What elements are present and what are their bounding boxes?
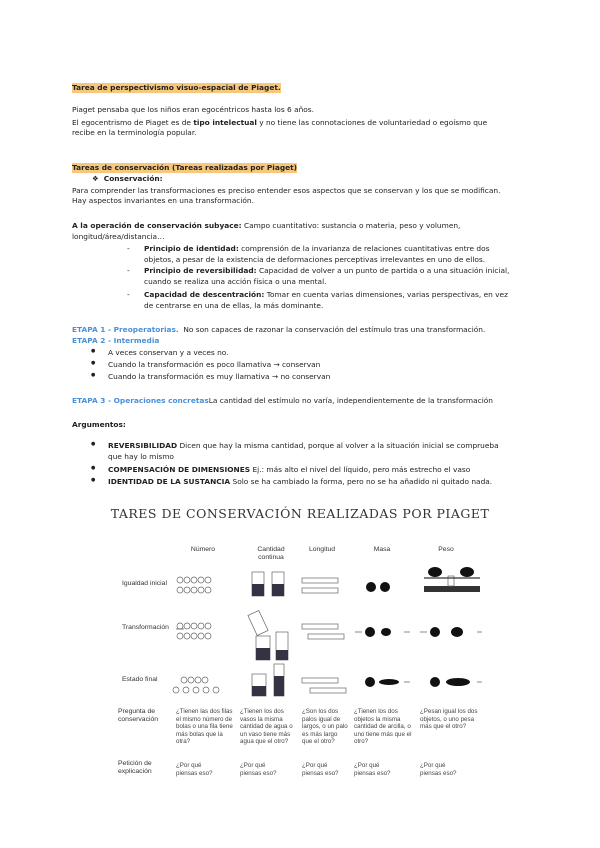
paragraph-egocentrismo: El egocentrismo de Piaget es de tipo intelectual y no tiene las connotaciones de voluntariedad o egoísmo que bbox=[72, 118, 488, 127]
dash-bullet-icon: - bbox=[127, 266, 130, 275]
subheading-conservacion: ❖ Conservación: bbox=[92, 174, 163, 183]
dash-bullet-icon: - bbox=[127, 290, 130, 299]
dot-bullet-icon: ● bbox=[91, 372, 96, 378]
column-longitud: Longitud bbox=[308, 546, 336, 553]
principle-descentracion: Capacidad de descentración: Tomar en cuenta varias dimensiones, varias perspectivas, en vez bbox=[144, 290, 508, 299]
principle-reversibilidad-cont: cuando se realiza una acción física o una mental. bbox=[144, 277, 327, 286]
paragraph-invariantes: Hay aspectos invariantes en una transformación. bbox=[72, 196, 254, 205]
liquid-glasses-initial bbox=[252, 572, 284, 596]
heading-conservacion: Tareas de conservación (Tareas realizadas por Piaget) bbox=[72, 163, 298, 172]
principle-identidad: Principio de identidad: comprensión de la invarianza de relaciones cuantitativas entre dos bbox=[144, 244, 490, 253]
why-masa: ¿Por qué piensas eso? bbox=[354, 762, 391, 777]
sticks-final bbox=[302, 678, 346, 693]
etapa-2: ETAPA 2 - Intermedia bbox=[72, 336, 160, 345]
paragraph-operacion: A la operación de conservación subyace: Campo cuantitativo: sustancia o materia, peso y volumen, bbox=[72, 221, 461, 230]
question-numero: ¿Tienen las dos filas el mismo número de bolas o una fila tiene más bolas que la otra? bbox=[176, 708, 233, 746]
diamond-bullet-icon: ❖ bbox=[92, 174, 99, 183]
column-masa: Masa bbox=[373, 546, 391, 553]
principle-reversibilidad: Principio de reversibilidad: Capacidad de volver a un punto de partida o a una situación inicial, bbox=[144, 266, 510, 275]
argumentos-heading: Argumentos: bbox=[72, 420, 126, 429]
row-estado-final: Estado final bbox=[122, 676, 158, 683]
dot-bullet-icon: ● bbox=[91, 465, 96, 471]
dash-bullet-icon: - bbox=[127, 244, 130, 253]
paragraph-operacion-cont: longitud/área/distancia… bbox=[72, 232, 165, 241]
number-counters-final bbox=[173, 677, 219, 693]
liquid-glasses-final bbox=[252, 664, 284, 696]
column-peso: Peso bbox=[438, 546, 454, 553]
paragraph-egocentrismo-cont: recibe en la terminología popular. bbox=[72, 128, 197, 137]
column-cantidad: Cantidad continua bbox=[257, 546, 285, 561]
figure-title: TARES DE CONSERVACIÓN REALIZADAS POR PIAGET bbox=[110, 506, 490, 521]
paragraph-egocentric: Piaget pensaba que los niños eran egocéntricos hasta los 6 años. bbox=[72, 105, 314, 114]
etapa-2-item: A veces conservan y a veces no. bbox=[108, 348, 229, 357]
dot-bullet-icon: ● bbox=[91, 348, 96, 354]
etapa-2-item: Cuando la transformación es muy llamativa → no conservan bbox=[108, 372, 331, 381]
balance-scale-icon bbox=[424, 567, 480, 592]
dot-bullet-icon: ● bbox=[91, 477, 96, 483]
row-transformacion: Transformación bbox=[122, 624, 169, 631]
number-counters-transform bbox=[177, 623, 211, 639]
dot-bullet-icon: ● bbox=[91, 441, 96, 447]
question-longitud: ¿Son los dos palos igual de largos, o un palo es más largo que el otro? bbox=[302, 708, 348, 746]
sticks-initial bbox=[302, 578, 338, 593]
argument-reversibilidad-cont: que hay lo mismo bbox=[108, 452, 174, 461]
etapa-2-item: Cuando la transformación es poco llamativa → conservan bbox=[108, 360, 321, 369]
dot-bullet-icon: ● bbox=[91, 360, 96, 366]
row-peticion: Petición de explicación bbox=[118, 760, 152, 775]
why-longitud: ¿Por qué piensas eso? bbox=[302, 762, 339, 777]
paragraph-transformaciones: Para comprender las transformaciones es preciso entender esos aspectos que se conservan y los que se modifican. bbox=[72, 186, 501, 195]
argument-reversibilidad: REVERSIBILIDAD Dicen que hay la misma cantidad, porque al volver a la situación inicial se comprueba bbox=[108, 441, 499, 450]
liquid-glasses-pouring bbox=[248, 610, 288, 660]
number-counters-initial bbox=[177, 577, 211, 593]
why-numero: ¿Por qué piensas eso? bbox=[176, 762, 213, 777]
principle-descentracion-cont: de centrarse en una de ellas, la más dominante. bbox=[144, 301, 324, 310]
principle-identidad-cont: objetos, a pesar de la existencia de deformaciones perceptivas irrelevantes en uno de ellos. bbox=[144, 255, 486, 264]
question-peso: ¿Pesan igual los dos objetos, o uno pesa más que el otro? bbox=[420, 708, 478, 731]
question-masa: ¿Tienen los dos objetos la misma cantidad de arcilla, o uno tiene más que el otro? bbox=[354, 708, 412, 746]
etapa-1: ETAPA 1 - Preoperatorias. No son capaces de razonar la conservación del estímulo tras una transformación. bbox=[72, 325, 486, 334]
row-igualdad: Igualdad inicial bbox=[122, 580, 167, 587]
question-cantidad: ¿Tienen los dos vasos la misma cantidad de agua o un vaso tiene más agua que el otro? bbox=[240, 708, 293, 746]
sticks-transform bbox=[302, 624, 344, 639]
column-numero: Número bbox=[190, 546, 216, 553]
heading-perspectivismo: Tarea de perspectivismo visuo-espacial de Piaget. bbox=[72, 83, 281, 92]
row-pregunta: Pregunta de conservación bbox=[118, 708, 159, 723]
etapa-3: ETAPA 3 - Operaciones concretasLa cantidad del estímulo no varía, independientemente de la transformación bbox=[72, 396, 493, 405]
transformation-arrows bbox=[176, 629, 482, 682]
argument-compensacion: COMPENSACIÓN DE DIMENSIONES Ej.: más alto el nivel del líquido, pero más estrecho el vaso bbox=[108, 465, 471, 474]
argument-identidad: IDENTIDAD DE LA SUSTANCIA Solo se ha cambiado la forma, pero no se ha añadido ni quitado nada. bbox=[108, 477, 493, 486]
why-cantidad: ¿Por qué piensas eso? bbox=[240, 762, 277, 777]
clay-balls bbox=[365, 582, 470, 687]
why-peso: ¿Por qué piensas eso? bbox=[420, 762, 457, 777]
